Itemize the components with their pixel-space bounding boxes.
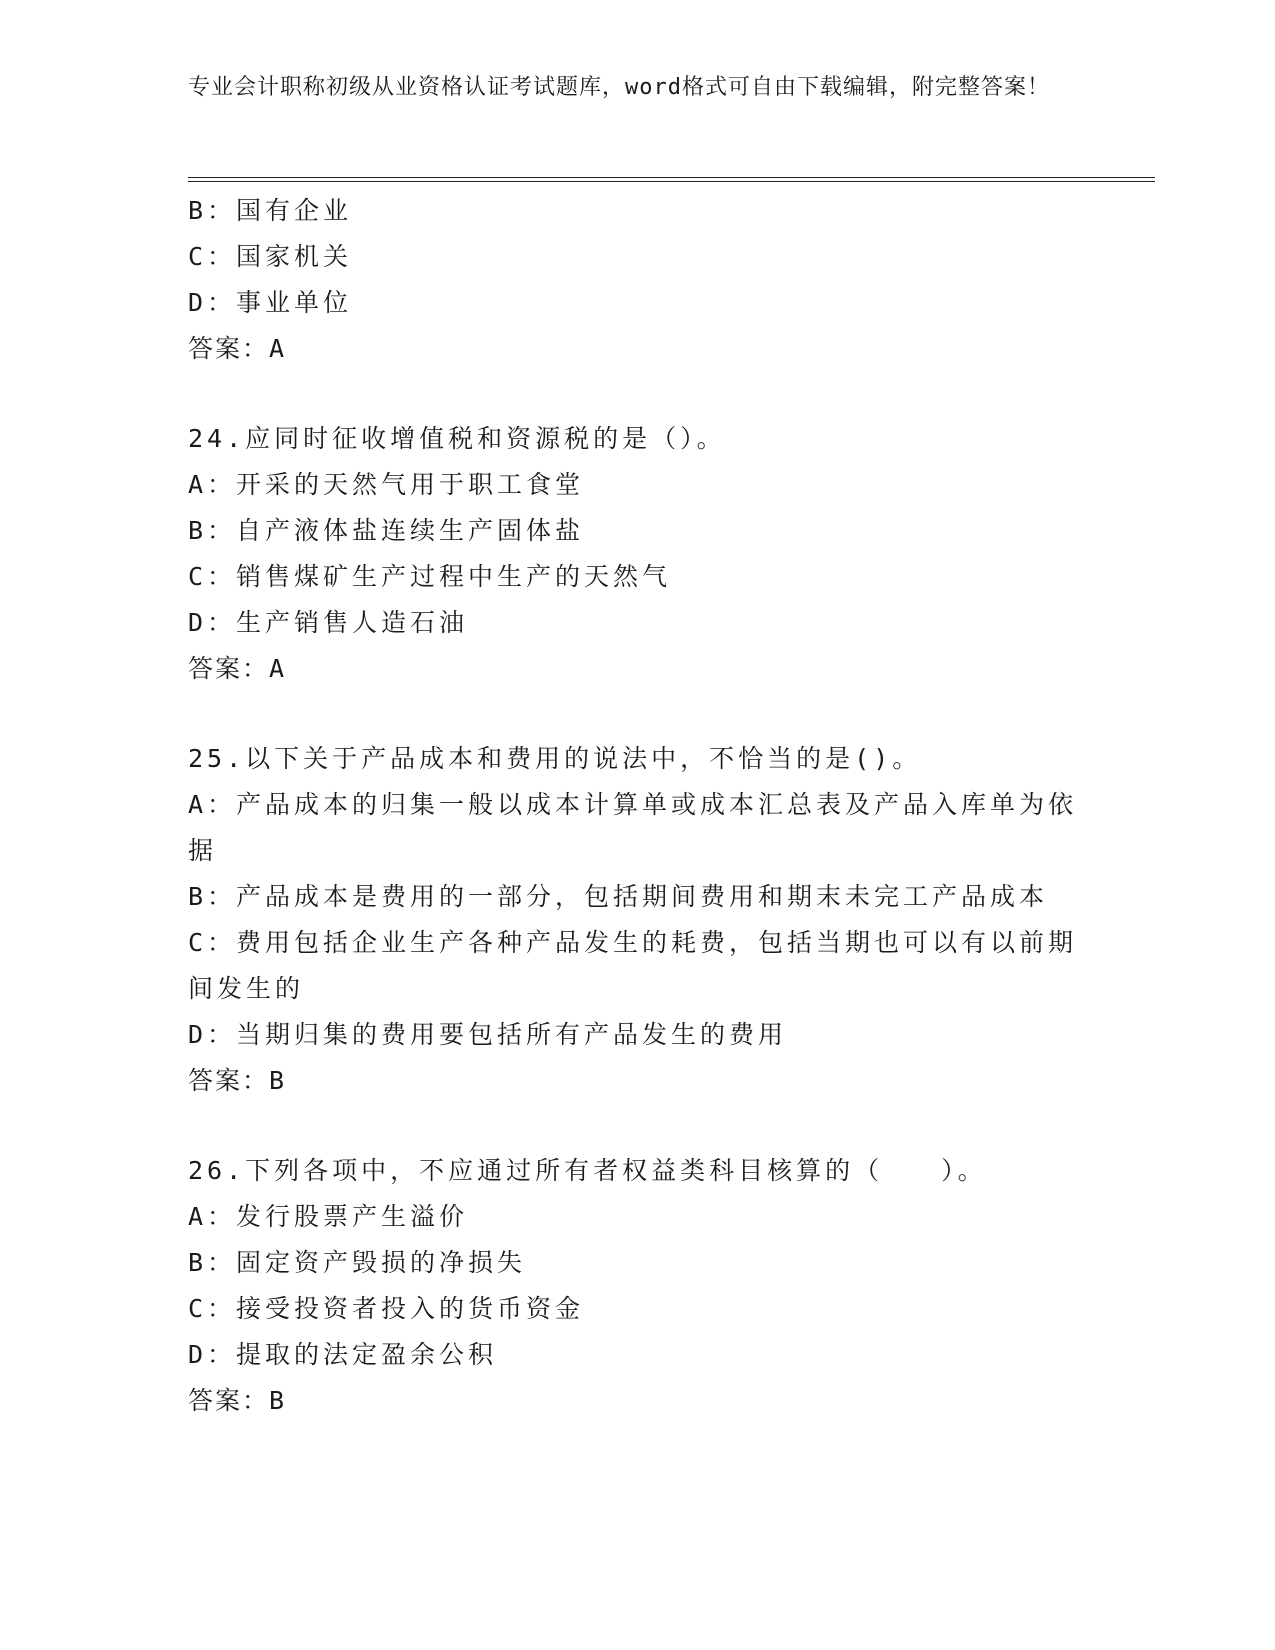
question-26: [188, 1148, 1088, 1424]
option-b: B：自产液体盐连续生产固体盐: [188, 516, 585, 545]
spacer: [188, 692, 1088, 736]
question-content: [188, 188, 1088, 1424]
option-a: A：开采的天然气用于职工食堂: [188, 470, 585, 499]
question-25: [188, 736, 1088, 1104]
option-c: C：费用包括企业生产各种产品发生的耗费，包括当期也可以有以前期间发生的: [188, 928, 1078, 1003]
question-stem: 25.以下关于产品成本和费用的说法中，不恰当的是()。: [188, 744, 922, 773]
option-c: C：接受投资者投入的货币资金: [188, 1294, 585, 1323]
answer: 答案：A: [188, 334, 287, 363]
option-b: B：固定资产毁损的净损失: [188, 1248, 527, 1277]
option-d: D：生产销售人造石油: [188, 608, 469, 637]
question-24: [188, 416, 1088, 692]
header-divider: [188, 177, 1155, 182]
question-stem: 24.应同时征收增值税和资源税的是（）。: [188, 424, 726, 453]
spacer: [188, 1104, 1088, 1148]
question-stem: 26.下列各项中，不应通过所有者权益类科目核算的（ ）。: [188, 1156, 987, 1185]
answer: 答案：B: [188, 1386, 287, 1415]
option-a: A：产品成本的归集一般以成本计算单或成本汇总表及产品入库单为依据: [188, 790, 1078, 865]
option-c: C：销售煤矿生产过程中生产的天然气: [188, 562, 672, 591]
option-b: B：产品成本是费用的一部分，包括期间费用和期末未完工产品成本: [188, 882, 1049, 911]
option-d: D：当期归集的费用要包括所有产品发生的费用: [188, 1020, 788, 1049]
option-c: C：国家机关: [188, 242, 353, 271]
option-d: D：提取的法定盈余公积: [188, 1340, 498, 1369]
answer: 答案：A: [188, 654, 287, 683]
spacer: [188, 372, 1088, 416]
option-b: B：国有企业: [188, 196, 353, 225]
header-note: 专业会计职称初级从业资格认证考试题库，word格式可自由下载编辑，附完整答案！: [188, 75, 1050, 100]
option-d: D：事业单位: [188, 288, 353, 317]
option-a: A：发行股票产生溢价: [188, 1202, 469, 1231]
carryover-question: [188, 188, 1088, 372]
answer: 答案：B: [188, 1066, 287, 1095]
